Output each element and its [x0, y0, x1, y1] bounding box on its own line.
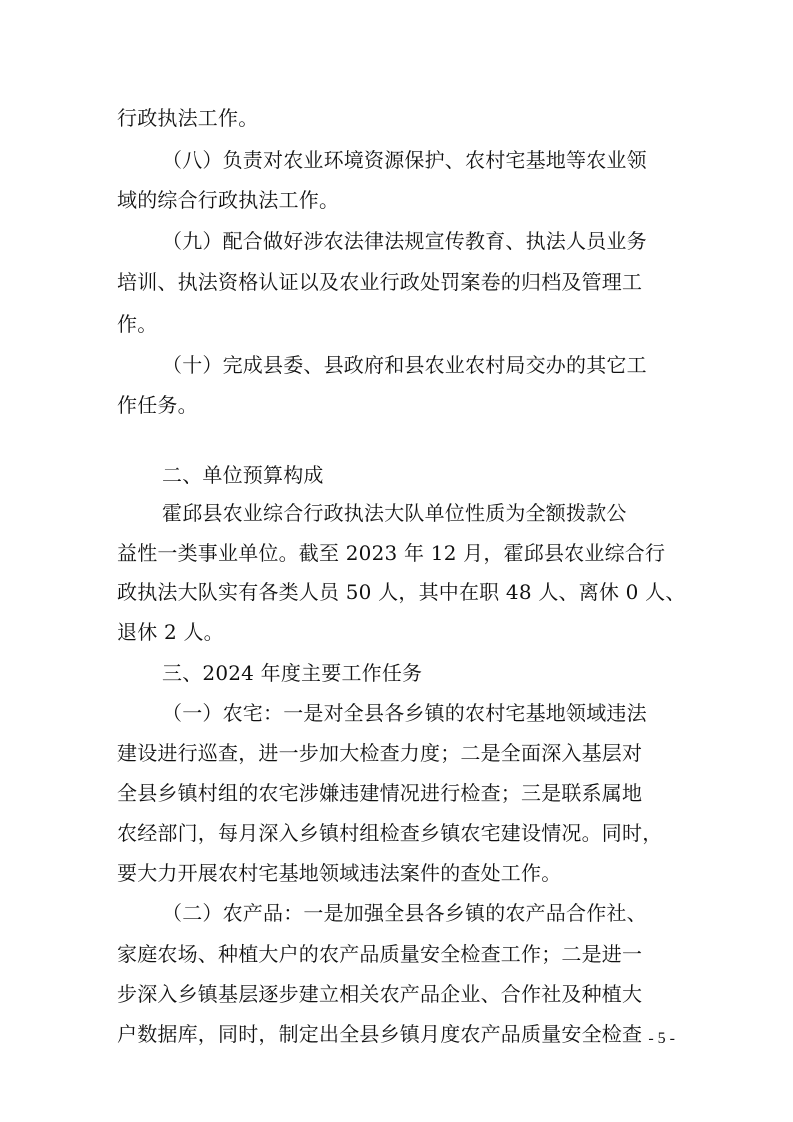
text-line: 家庭农场、种植大户的农产品质量安全检查工作；二是进一	[117, 942, 643, 966]
text-line: （二）农产品：一是加强全县各乡镇的农产品合作社、	[162, 901, 647, 925]
text-line: 益性一类事业单位。截至 2023 年 12 月，霍邱县农业综合行	[117, 541, 666, 565]
text-line: 作任务。	[117, 393, 198, 417]
section-heading: 二、单位预算构成	[162, 463, 324, 487]
text-line: 行政执法工作。	[117, 106, 259, 130]
text-line: 要大力开展农村宅基地领域违法案件的查处工作。	[117, 861, 562, 885]
text-line: 政执法大队实有各类人员 50 人，其中在职 48 人、离休 0 人、	[117, 580, 686, 604]
text-line: 培训、执法资格认证以及农业行政处罚案卷的归档及管理工	[117, 270, 643, 294]
text-line: 霍邱县农业综合行政执法大队单位性质为全额拨款公	[162, 501, 627, 525]
text-line: 步深入乡镇基层逐步建立相关农产品企业、合作社及种植大	[117, 982, 643, 1006]
text-line: 域的综合行政执法工作。	[117, 188, 340, 212]
text-line: （八）负责对农业环境资源保护、农村宅基地等农业领	[162, 148, 647, 172]
text-line: 户数据库，同时，制定出全县乡镇月度农产品质量安全检查	[117, 1022, 643, 1046]
text-line: 建设进行巡查，进一步加大检查力度；二是全面深入基层对	[117, 741, 643, 765]
text-line: 全县乡镇村组的农宅涉嫌违建情况进行检查；三是联系属地	[117, 781, 643, 805]
text-line: （十）完成县委、县政府和县农业农村局交办的其它工	[162, 353, 647, 377]
text-line: （九）配合做好涉农法律法规宣传教育、执法人员业务	[162, 229, 647, 253]
text-line: 作。	[117, 312, 158, 336]
page-number: - 5 -	[648, 1030, 675, 1047]
text-line: 农经部门，每月深入乡镇村组检查乡镇农宅建设情况。同时，	[117, 821, 663, 845]
text-line: 退休 2 人。	[117, 620, 224, 644]
text-line: （一）农宅：一是对全县各乡镇的农村宅基地领域违法	[162, 701, 647, 725]
section-heading: 三、2024 年度主要工作任务	[162, 661, 423, 685]
